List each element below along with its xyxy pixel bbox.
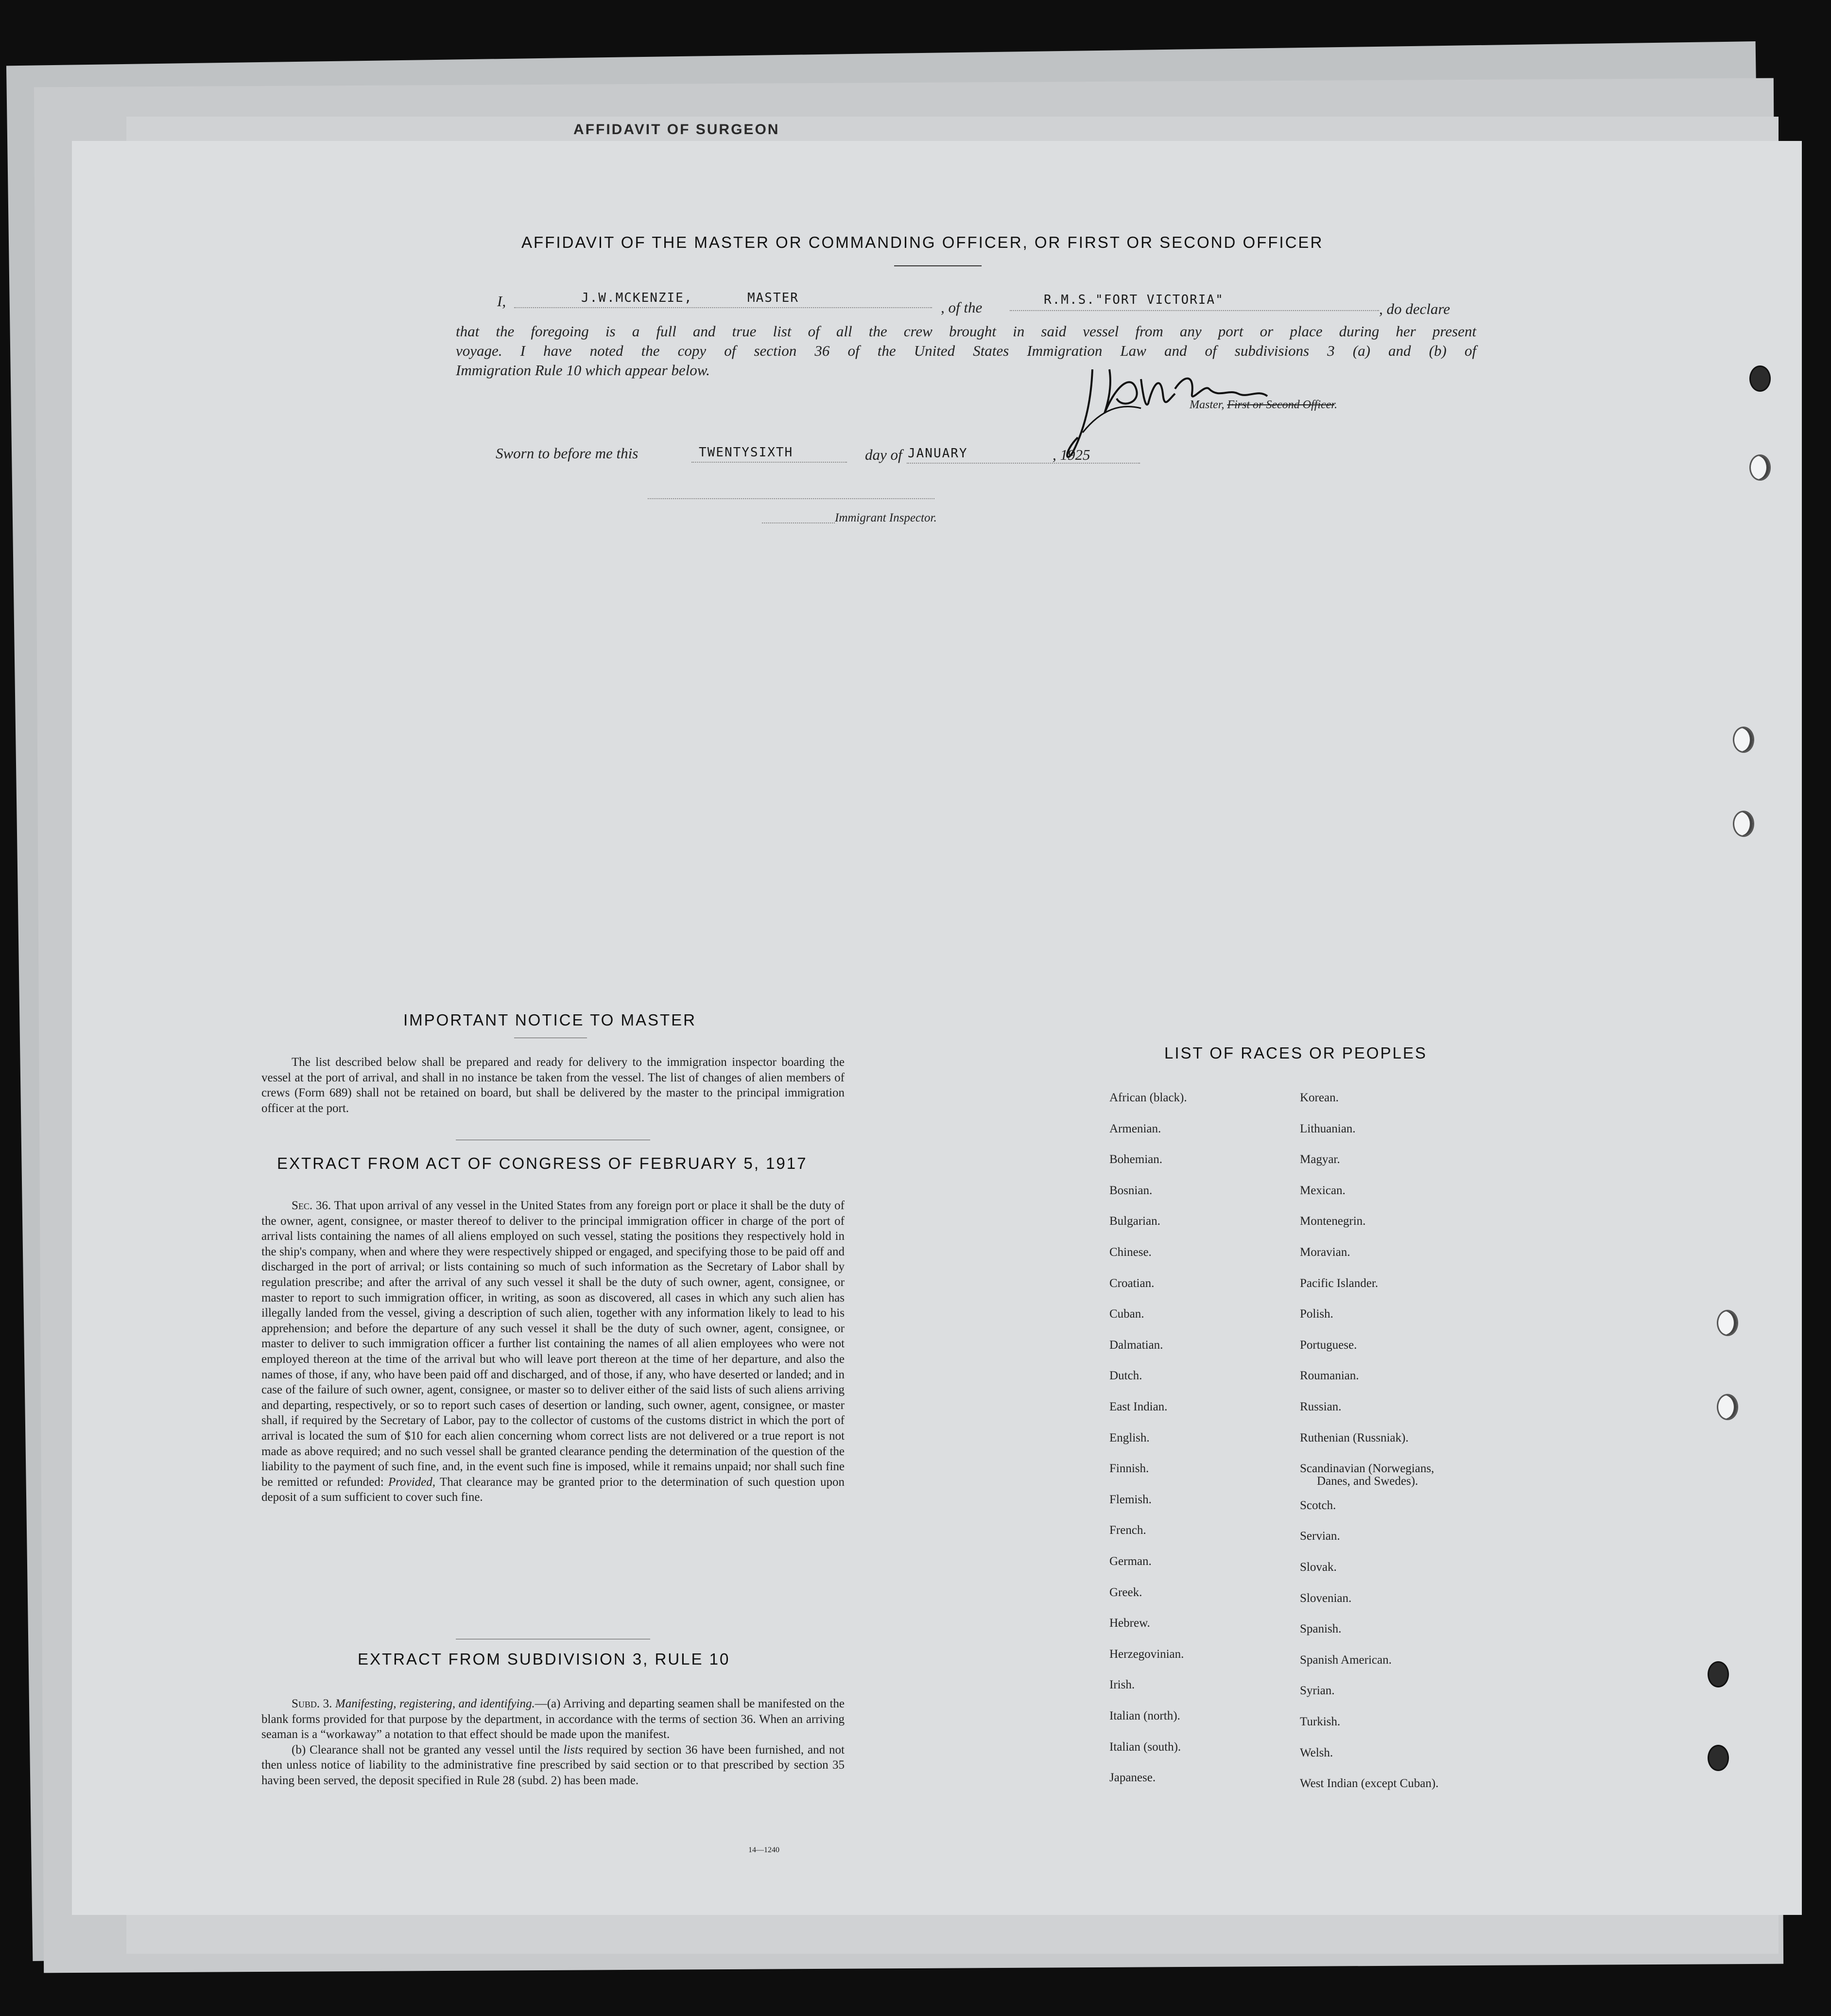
behind-page-title: AFFIDAVIT OF SURGEON: [573, 122, 780, 138]
race-item: Bohemian.: [1109, 1153, 1163, 1166]
declaration-line: that the foregoing is a full and true list of all the crew brought in said vessel from any port or place during her present: [456, 323, 1476, 340]
declaration-line: Immigration Rule 10 which appear below.: [456, 362, 710, 379]
act-text: That upon arrival of any vessel in the United States from any foreign port or place it shall be the duty of the owner, agent, consignee, or master thereof to deliver to the principal immigration officer in charge of the port of arrival lists containing the names of all aliens employed on such vessel, stating the positions they respectively hold in the ship's company, when and where they were respectively shipped or engaged, and specifying those to be paid off and discharged in the port of arrival; or lists containing so much of such information as the Secretary of Labor shall by regulation prescribe; and after the arrival of any such vessel it shall be the duty of such owner, agent, consignee, or master to report to such immigration officer, in writing, as soon as discovered, all cases in which any such alien has illegally landed from the vessel, giving a description of such alien, together with any information likely to lead to his apprehension; and before the departure of any such vessel it shall be the duty of such owner, agent, consignee, or master to deliver to such immigration officer a further list containing the names of all alien employees who were not employed thereon at the time of the arrival but who will leave port thereon at the time of her departure, and also the names of those, if any, who have been paid off and discharged, and of those, if any, who have deserted or landed; and in case of the failure of such owner, agent, consignee, or master so to deliver either of the said lists of such aliens arriving and departing, respectively, or so to report such cases of desertion or landing, such owner, agent, consignee, or master shall, if required by the Secretary of Labor, pay to the collector of customs of the customs district in which the port of arrival is located the sum of $10 for each alien concerning whom correct lists are not delivered or a true report is not made as above required; and no such vessel shall be granted clearance pending the determination of the question of the liability to the payment of such fine, and, in the event such fine is imposed, while it remains unpaid; nor shall such fine be remitted or refunded:: [261, 1199, 845, 1489]
punch-hole: [1717, 1394, 1738, 1420]
race-item: Armenian.: [1109, 1122, 1161, 1135]
declaration-text: [456, 322, 1476, 380]
race-item: Spanish.: [1300, 1622, 1342, 1636]
race-item: Spanish American.: [1300, 1653, 1392, 1667]
race-item: Turkish.: [1300, 1715, 1341, 1728]
vessel-line: [1010, 310, 1379, 311]
of-the-label: , of the: [941, 299, 983, 316]
inspector-lead-line: [762, 522, 835, 523]
race-item: Bosnian.: [1109, 1183, 1153, 1197]
race-item: Finnish.: [1109, 1462, 1149, 1476]
do-declare-label: , do declare: [1379, 300, 1451, 317]
punch-hole: [1733, 811, 1754, 837]
race-item: Scandinavian (Norwegians,: [1300, 1462, 1434, 1476]
race-item: African (black).: [1109, 1091, 1187, 1104]
race-item: Lithuanian.: [1300, 1122, 1356, 1135]
race-item: Scotch.: [1300, 1498, 1336, 1512]
race-item: Ruthenian (Russniak).: [1300, 1431, 1409, 1444]
punch-hole: [1708, 1745, 1729, 1771]
punch-hole: [1708, 1661, 1729, 1687]
punch-hole: [1749, 454, 1771, 481]
race-item: Flemish.: [1109, 1493, 1152, 1506]
act-sec-label: Sec. 36.: [292, 1199, 331, 1212]
sworn-label: Sworn to before me this: [496, 445, 639, 462]
signature-caption-end: .: [1334, 399, 1337, 411]
race-item: Moravian.: [1300, 1246, 1350, 1259]
race-item: Slovak.: [1300, 1561, 1337, 1574]
race-item: Greek.: [1109, 1585, 1142, 1599]
race-item: Pacific Islander.: [1300, 1276, 1379, 1290]
form-number: 14—1240: [748, 1846, 779, 1854]
sworn-month-field: JANUARY: [908, 446, 968, 461]
punch-hole: [1733, 727, 1754, 753]
race-scandinavian-continuation: Danes, and Swedes).: [1317, 1475, 1418, 1488]
act-text-end: That clearance may be granted prior to the determination of such question upon deposit of a sum sufficient to cover such fine.: [261, 1475, 845, 1504]
race-item: Dalmatian.: [1109, 1338, 1163, 1352]
race-item: Dutch.: [1109, 1369, 1142, 1383]
race-item: Welsh.: [1300, 1746, 1333, 1759]
sworn-year: , 1925: [1053, 446, 1090, 463]
act-extract-title: EXTRACT FROM ACT OF CONGRESS OF FEBRUARY 5, 1917: [277, 1154, 808, 1172]
race-item: Herzegovinian.: [1109, 1647, 1184, 1661]
race-item: Hebrew.: [1109, 1616, 1150, 1630]
race-item: Korean.: [1300, 1091, 1339, 1104]
race-item: Roumanian.: [1300, 1369, 1359, 1383]
notice-title: IMPORTANT NOTICE TO MASTER: [403, 1011, 697, 1029]
master-name-field: J.W.MCKENZIE,: [581, 291, 693, 305]
race-item: Mexican.: [1300, 1183, 1346, 1197]
punch-hole: [1749, 365, 1771, 392]
race-item: West Indian (except Cuban).: [1300, 1777, 1439, 1790]
inspector-label: Immigrant Inspector.: [835, 511, 937, 524]
master-rank-field: MASTER: [747, 291, 799, 305]
race-item: Chinese.: [1109, 1246, 1152, 1259]
rule-para-b-start: (b) Clearance shall not be granted any vessel until the: [292, 1743, 560, 1756]
sworn-day-field: TWENTYSIXTH: [699, 445, 794, 460]
title-underline: [894, 265, 982, 266]
vessel-name-field: R.M.S."FORT VICTORIA": [1044, 293, 1224, 307]
i-label: I,: [497, 293, 506, 310]
inspector-signature-line: [648, 498, 934, 499]
notice-text-block: [261, 1055, 845, 1116]
act-extract-block: [261, 1198, 845, 1505]
declaration-line: voyage. I have noted the copy of section 36 of the United States Immigration Law and of subdivisions 3 (a) and (b) of: [456, 342, 1476, 359]
race-item: Croatian.: [1109, 1276, 1155, 1290]
race-item: Syrian.: [1300, 1684, 1335, 1698]
signature-caption-master: Master,: [1190, 399, 1225, 411]
rule-subd-label: Subd. 3.: [292, 1697, 332, 1710]
race-item: Montenegrin.: [1300, 1215, 1366, 1228]
race-item: Servian.: [1300, 1529, 1340, 1543]
rule-extract-block: [261, 1696, 845, 1789]
rule-para-b-end: required by section 36 have been furnished, and not then unless notice of liability to the administrative fine prescribed by said section or to that prescribed by section 35 having been served, the deposit specified in Rule 28 (subd. 2) has been made.: [261, 1743, 845, 1787]
race-item: Italian (north).: [1109, 1709, 1180, 1722]
sworn-month-line: [907, 463, 1140, 464]
notice-text: The list described below shall be prepared and ready for delivery to the immigration inspector boarding the vessel at the port of arrival, and shall in no instance be taken from the vessel. The list of changes of alien members of crews (Form 689) shall not be retained on board, but shall be delivered by the master to the principal immigration officer at the port.: [261, 1056, 845, 1115]
race-item: Cuban.: [1109, 1307, 1144, 1321]
race-item: Italian (south).: [1109, 1740, 1181, 1754]
race-item: German.: [1109, 1555, 1152, 1568]
race-item: Magyar.: [1300, 1153, 1340, 1166]
race-item: Bulgarian.: [1109, 1215, 1160, 1228]
race-item: Irish.: [1109, 1678, 1135, 1692]
race-item: French.: [1109, 1524, 1146, 1537]
rule-para-a: —(a) Arriving and departing seamen shall be manifested on the blank forms provided for that purpose by the department, in accordance with the terms of section 36. When an arriving seaman is a “workaway” a notation to that effect should be made upon the manifest.: [261, 1697, 845, 1741]
race-item: Russian.: [1300, 1400, 1342, 1413]
rule-extract-title: EXTRACT FROM SUBDIVISION 3, RULE 10: [358, 1650, 730, 1668]
race-item: Polish.: [1300, 1307, 1333, 1321]
rule-subd-heading: Manifesting, registering, and identifying.: [335, 1697, 535, 1710]
act-provided-label: Provided,: [388, 1475, 435, 1489]
race-item: Slovenian.: [1300, 1591, 1352, 1605]
signature-caption: [1190, 399, 1337, 412]
name-line: [514, 307, 932, 308]
race-item: English.: [1109, 1431, 1150, 1444]
signature-caption-struck: First or Second Officer: [1227, 399, 1334, 411]
affidavit-page: [72, 141, 1802, 1915]
punch-hole: [1717, 1310, 1738, 1336]
affidavit-title: AFFIDAVIT OF THE MASTER OR COMMANDING OFFICER, OR FIRST OR SECOND OFFICER: [521, 233, 1324, 251]
race-item: East Indian.: [1109, 1400, 1168, 1413]
race-item: Japanese.: [1109, 1771, 1156, 1785]
races-title: LIST OF RACES OR PEOPLES: [1164, 1044, 1427, 1062]
race-item: Portuguese.: [1300, 1338, 1357, 1352]
sworn-day-line: [691, 462, 847, 463]
rule-para-b-lists: lists: [563, 1743, 583, 1756]
day-of-label: day of: [865, 446, 902, 463]
